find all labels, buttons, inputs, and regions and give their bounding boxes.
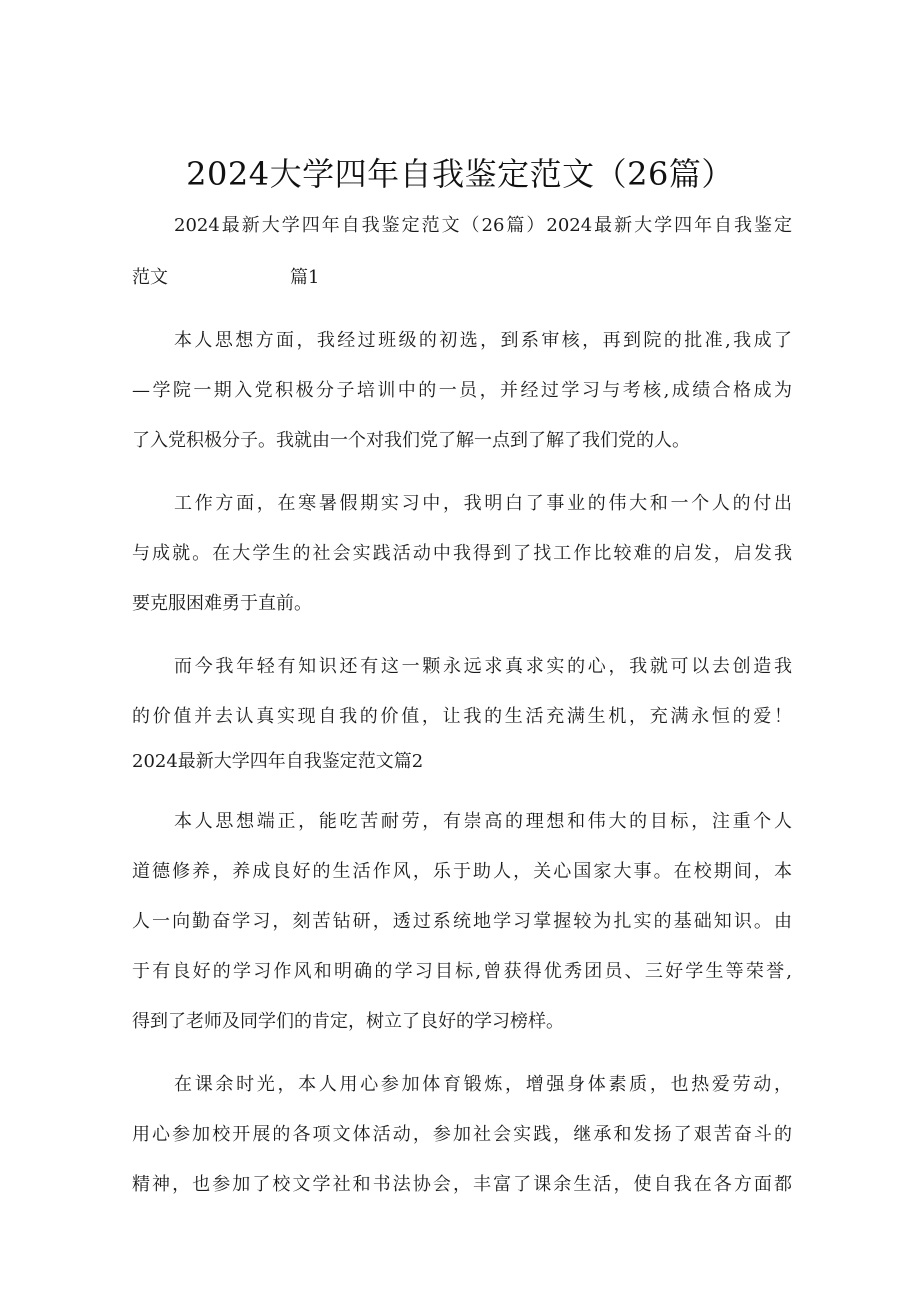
paragraph-5-line-2: 用心参加校开展的各项文体活动，参加社会实践，继承和发扬了艰苦奋斗的	[132, 1124, 792, 1145]
paragraph-1-line-2: —学院一期入党积极分子培训中的一员，并经过学习与考核,成绩合格成为	[132, 380, 792, 401]
paragraph-1-line-3: 了入党积极分子。我就由一个对我们党了解一点到了解了我们党的人。	[132, 430, 690, 451]
paragraph-3-line-2: 的价值并去认真实现自我的价值，让我的生活充满生机，充满永恒的爱！	[132, 706, 792, 727]
paragraph-4-line-3: 人一向勤奋学习，刻苦钻研，透过系统地学习掌握较为扎实的基础知识。由	[132, 911, 792, 932]
paragraph-2-line-1: 工作方面，在寒暑假期实习中，我明白了事业的伟大和一个人的付出	[174, 493, 792, 514]
paragraph-1-line-1: 本人思想方面，我经过班级的初选，到系审核，再到院的批准,我成了	[174, 330, 792, 351]
paragraph-4-line-1: 本人思想端正，能吃苦耐劳，有崇高的理想和伟大的目标，注重个人	[174, 811, 792, 832]
intro-line-2-part-b: 篇1	[290, 267, 320, 288]
paragraph-5-line-3: 精神，也参加了校文学社和书法协会，丰富了课余生活，使自我在各方面都	[132, 1174, 792, 1195]
paragraph-5-line-1: 在课余时光，本人用心参加体育锻炼，增强身体素质，也热爱劳动，	[174, 1074, 792, 1095]
paragraph-4-line-2: 道德修养，养成良好的生活作风，乐于助人，关心国家大事。在校期间，本	[132, 861, 792, 882]
intro-line-1: 2024最新大学四年自我鉴定范文（26篇）2024最新大学四年自我鉴定	[174, 215, 792, 236]
section-heading-2: 2024最新大学四年自我鉴定范文篇2	[132, 751, 424, 772]
paragraph-3-line-1: 而今我年轻有知识还有这一颗永远求真求实的心，我就可以去创造我	[174, 656, 792, 677]
paragraph-4-line-5: 得到了老师及同学们的肯定，树立了良好的学习榜样。	[132, 1011, 564, 1032]
paragraph-2-line-3: 要克服困难勇于直前。	[132, 593, 312, 614]
intro-line-2-part-a: 范文	[132, 267, 168, 288]
paragraph-2-line-2: 与成就。在大学生的社会实践活动中我得到了找工作比较难的启发，启发我	[132, 543, 792, 564]
paragraph-4-line-4: 于有良好的学习作风和明确的学习目标,曾获得优秀团员、三好学生等荣誉,	[132, 961, 792, 982]
document-title: 2024大学四年自我鉴定范文（26篇）	[186, 155, 734, 193]
